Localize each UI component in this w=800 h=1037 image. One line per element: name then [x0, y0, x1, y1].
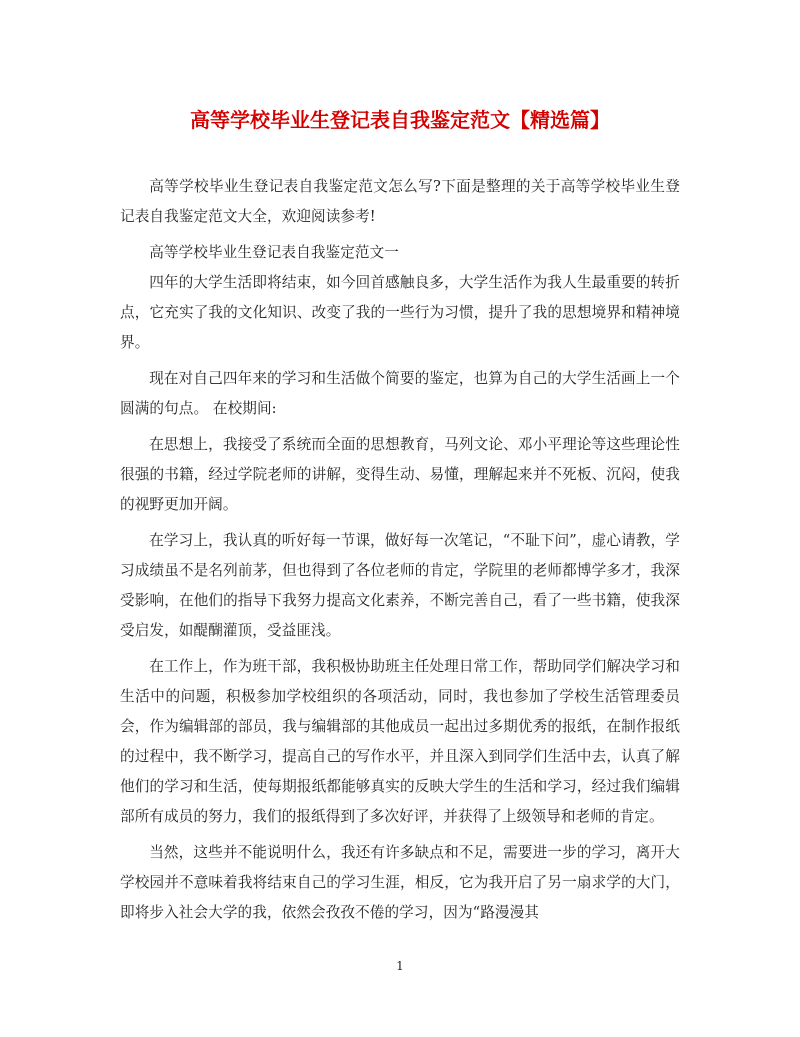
body-paragraph: 现在对自己四年来的学习和生活做个简要的鉴定，也算为自己的大学生活画上一个圆满的句点。 在校期间:	[120, 370, 680, 417]
document-body	[120, 172, 680, 934]
body-paragraph: 在工作上，作为班干部，我积极协助班主任处理日常工作，帮助同学们解决学习和生活中的问题，积极参加学校组织的各项活动，同时，我也参加了学校生活管理委员会，作为编辑部的部员，我与编辑部的其他成员一起出过多期优秀的报纸，在制作报纸的过程中，我不断学习，提高自己的写作水平，并且深入到同学们生活中去，认真了解他们的学习和生活，使每期报纸都能够真实的反映大学生的生活和学习，经过我们编辑部所有成员的努力，我们的报纸得到了多次好评，并获得了上级领导和老师的肯定。	[120, 658, 680, 825]
body-paragraph: 当然，这些并不能说明什么，我还有许多缺点和不足，需要进一步的学习，离开大学校园并不意味着我将结束自己的学习生涯，相反，它为我开启了另一扇求学的大门，即将步入社会大学的我，依然会孜孜不倦的学习，因为“路漫漫其	[120, 844, 680, 921]
document-title: 高等学校毕业生登记表自我鉴定范文【精选篇】	[190, 108, 610, 132]
section-heading: 高等学校毕业生登记表自我鉴定范文一	[149, 244, 399, 261]
body-paragraph: 在思想上，我接受了系统而全面的思想教育，马列文论、邓小平理论等这些理论性很强的书籍，经过学院老师的讲解，变得生动、易懂，理解起来并不死板、沉闷，使我的视野更加开阔。	[120, 436, 680, 513]
body-paragraph: 四年的大学生活即将结束，如今回首感触良多，大学生活作为我人生最重要的转折点，它充实了我的文化知识、改变了我的一些行为习惯，提升了我的思想境界和精神境界。	[120, 274, 680, 351]
intro-paragraph: 高等学校毕业生登记表自我鉴定范文怎么写?下面是整理的关于高等学校毕业生登记表自我鉴定范文大全，欢迎阅读参考!	[120, 178, 680, 225]
body-paragraph: 在学习上，我认真的听好每一节课，做好每一次笔记，“不耻下问”，虚心请教，学习成绩虽不是名列前茅，但也得到了各位老师的肯定，学院里的老师都博学多才，我深受影响，在他们的指导下我努力提高文化素养，不断完善自己，看了一些书籍，使我深受启发，如醍醐灌顶，受益匪浅。	[120, 532, 680, 639]
page-number: 1	[396, 959, 404, 973]
